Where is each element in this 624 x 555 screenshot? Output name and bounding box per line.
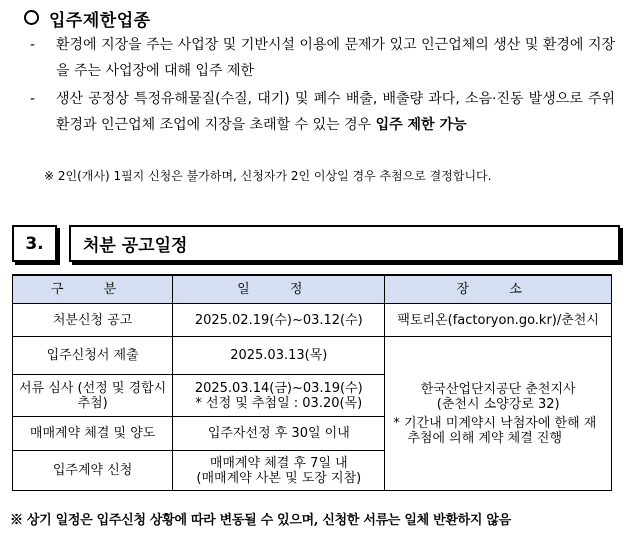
section-number: 3.	[12, 225, 57, 262]
place-main: 한국산업단지공단 춘천지사	[420, 381, 576, 397]
header-schedule: 일 정	[173, 275, 385, 304]
place-address: (춘천시 소양강로 32)	[436, 396, 560, 412]
row-schedule: 2025.03.13(목)	[173, 337, 385, 375]
schedule-table	[12, 274, 612, 491]
section-title: 처분 공고일정	[69, 225, 620, 262]
header-category: 구 분	[13, 275, 173, 304]
row-schedule-note: * 선정 및 추첨일 : 03.20(목)	[195, 395, 363, 411]
restriction-text-2: 생산 공정상 특정유해물질(수질, 대기) 및 폐수 배출, 배출량 과다, 소음·진동 발생으로 주위 환경과 인근업체 조업에 지장을 초래할 수 있는 경우	[56, 91, 615, 133]
restriction-item-1: - 환경에 지장을 주는 사업장 및 기반시설 이용에 문제가 있고 인근업체의 생산 및 환경에 지장을 주는 사업장에 대해 입주 제한	[30, 32, 615, 84]
row-schedule: 매매계약 체결 후 7일 내	[209, 455, 348, 471]
table-row	[13, 337, 612, 375]
row-category: 서류 심사 (선정 및 경합시 추첨)	[13, 375, 173, 417]
row-category: 매매계약 체결 및 양도	[13, 417, 173, 451]
application-note: ※ 2인(개사) 1필지 신청은 불가하며, 신청자가 2인 이상일 경우 추첨으로 결정합니다.	[44, 169, 492, 183]
restriction-text-1: 환경에 지장을 주는 사업장 및 기반시설 이용에 문제가 있고 인근업체의 생산 및 환경에 지장을 주는 사업장에 대해 입주 제한	[56, 37, 615, 79]
place-note: * 기간내 미계약시 낙첨자에 한해 재추첨에 의해 계약 체결 진행	[393, 415, 597, 446]
restriction-emphasis: 입주 제한 가능	[375, 117, 467, 133]
table-header-row	[13, 275, 612, 304]
table-row	[13, 304, 612, 337]
row-schedule: 입주자선정 후 30일 이내	[173, 417, 385, 451]
row-category: 입주계약 신청	[13, 451, 173, 491]
row-category: 입주신청서 제출	[13, 337, 173, 375]
restricted-industries-heading: 입주제한업종	[24, 6, 151, 31]
footer-note: ※ 상기 일정은 입주신청 상황에 따라 변동될 수 있으며, 신청한 서류는 일체 반환하지 않음	[10, 513, 511, 528]
header-place: 장 소	[385, 275, 612, 304]
circle-bullet-icon	[24, 10, 39, 25]
restriction-item-2: - 생산 공정상 특정유해물질(수질, 대기) 및 폐수 배출, 배출량 과다, 소음·진동 발생으로 주위 환경과 인근업체 조업에 지장을 초래할 수 있는 경우 입주 제한 가능	[30, 91, 615, 133]
place-cell	[385, 337, 612, 491]
row-schedule: 2025.02.19(수)~03.12(수)	[173, 304, 385, 337]
row-schedule: 2025.03.14(금)~03.19(수)	[194, 380, 363, 396]
row-place: 팩토리온(factoryon.go.kr)/춘천시	[385, 304, 612, 337]
row-schedule-note: (매매계약 사본 및 도장 지참)	[196, 470, 362, 486]
row-category: 처분신청 공고	[13, 304, 173, 337]
